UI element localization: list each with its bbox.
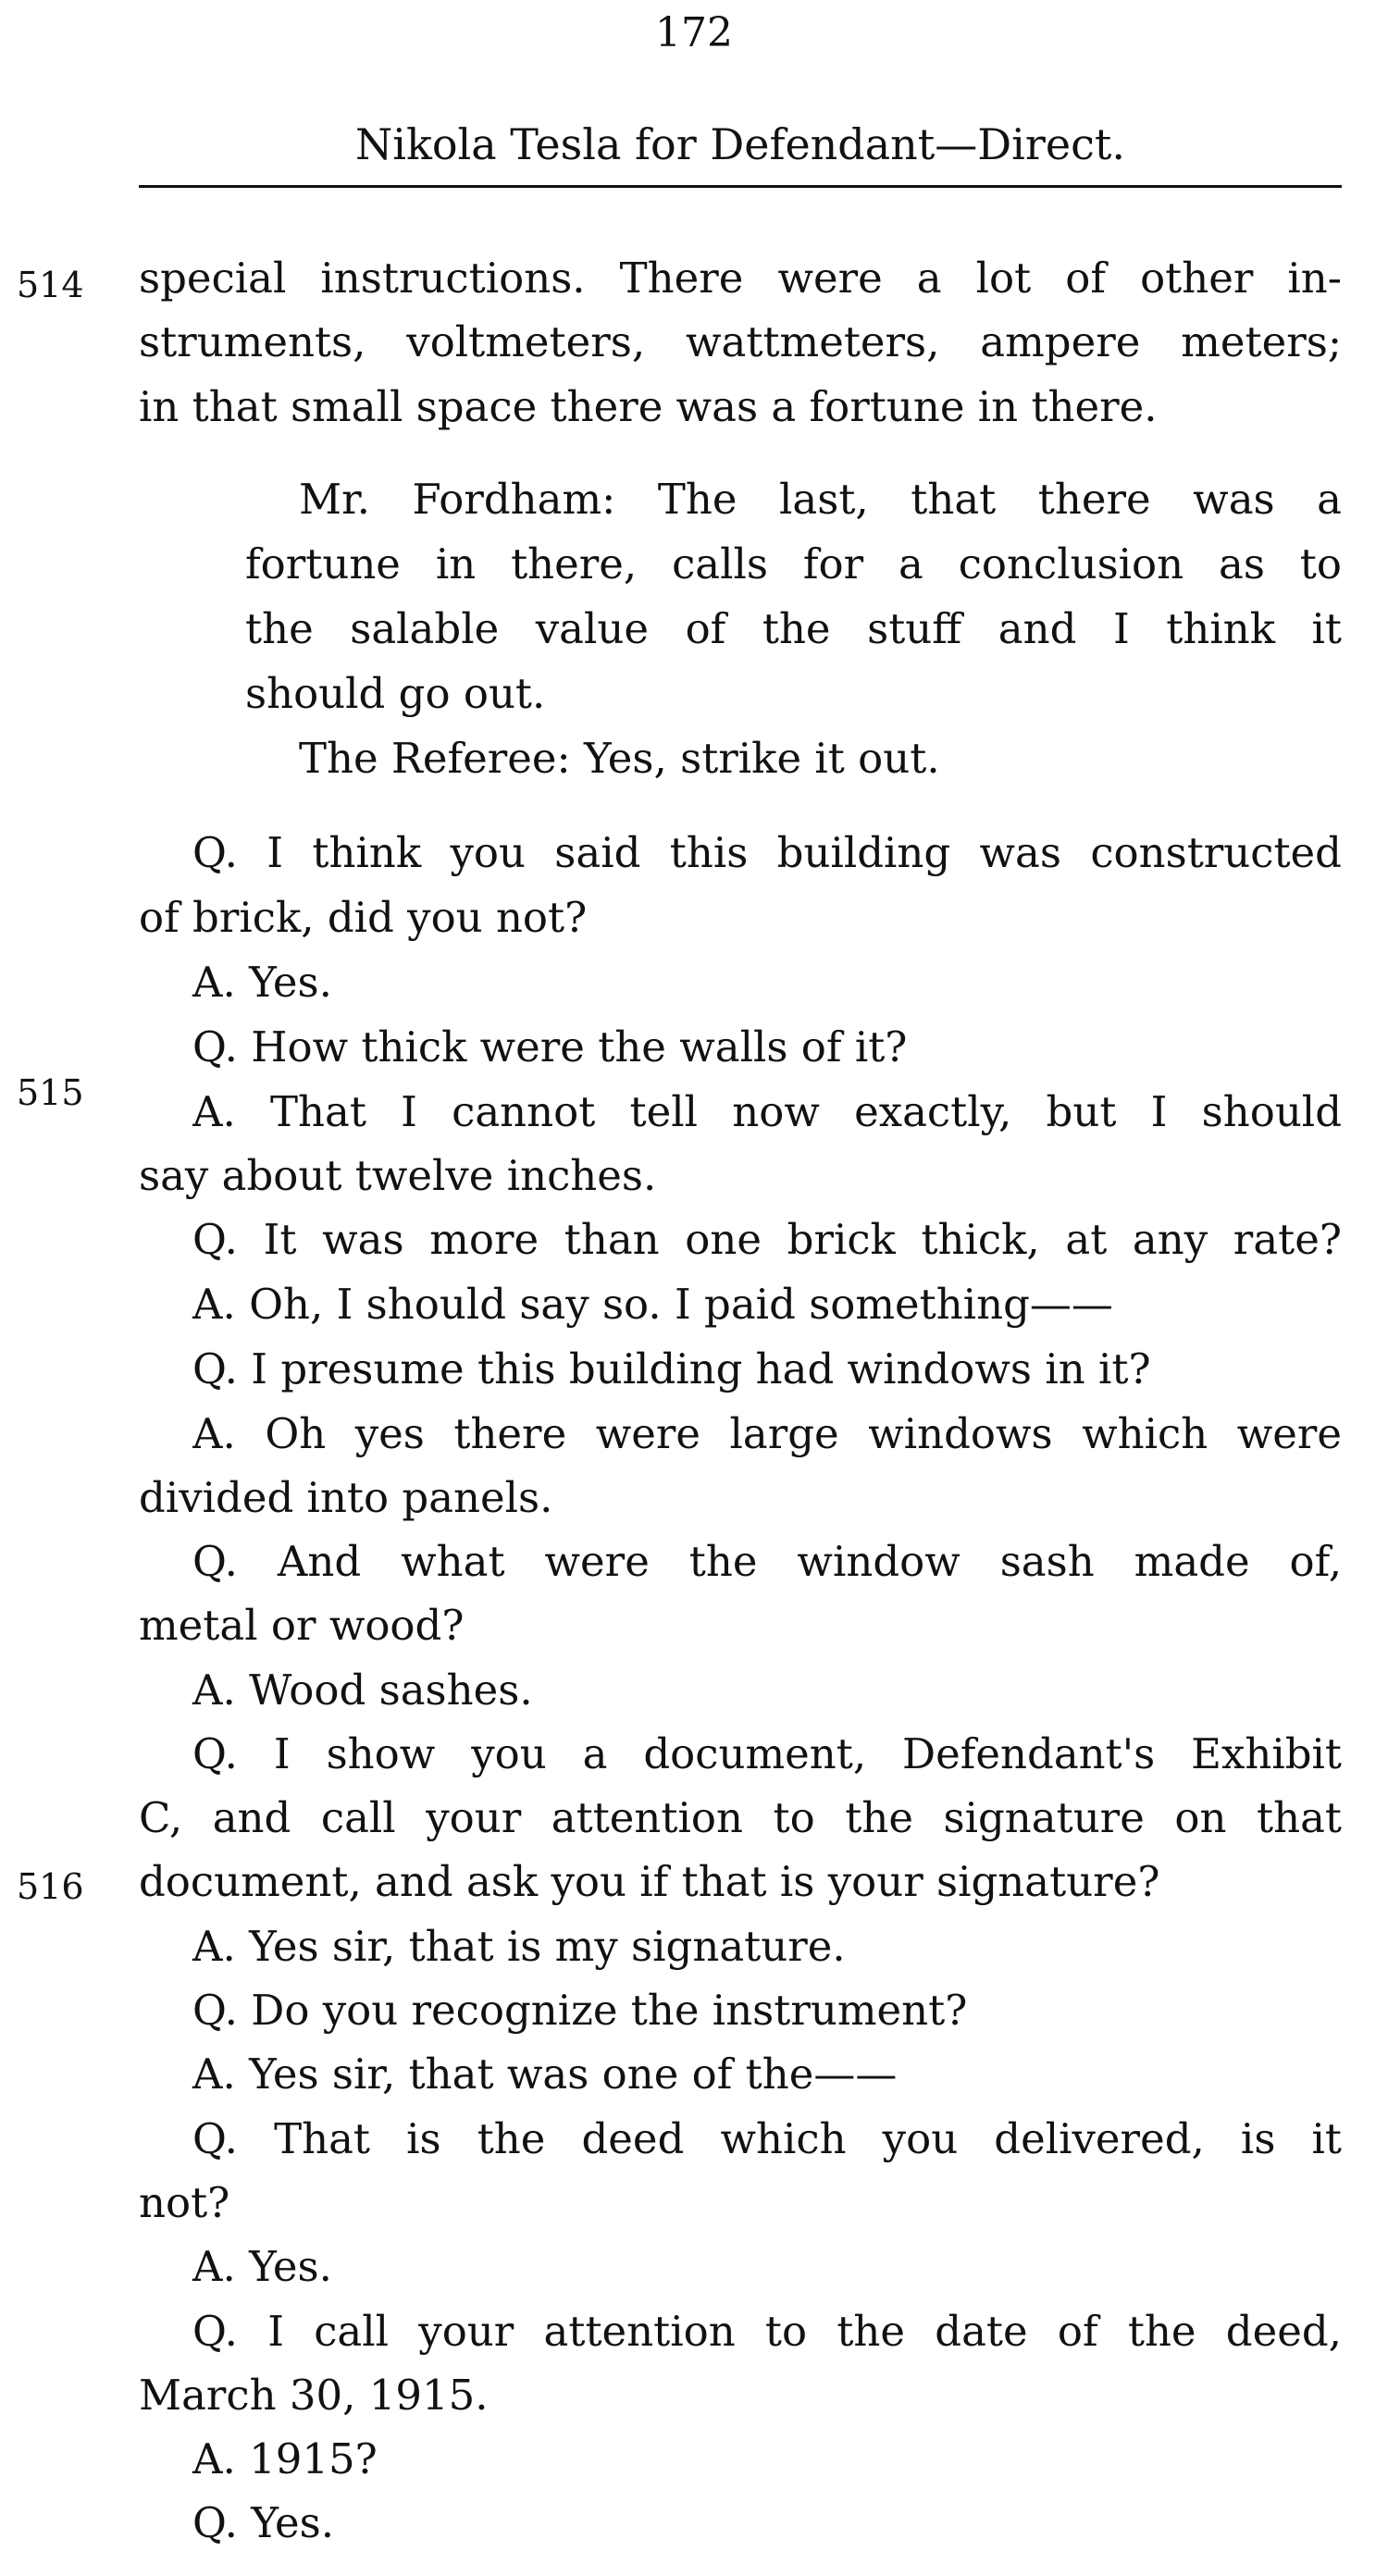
text-line: say about twelve inches. (139, 1151, 657, 1200)
page-number: 172 (655, 9, 733, 56)
text-line: A. Yes. (192, 958, 332, 1007)
margin-number-515: 515 (17, 1072, 84, 1113)
text-line: struments, voltmeters, wattmeters, ampere meters; (139, 317, 1342, 366)
text-line: A. Yes sir, that was one of the—— (192, 2050, 898, 2099)
text-line: special instructions. There were a lot of other in- (139, 254, 1342, 303)
text-line: document, and ask you if that is your signature? (139, 1857, 1160, 1906)
text-line: Q. Do you recognize the instrument? (192, 1986, 968, 2035)
text-line: A. Yes. (192, 2242, 332, 2291)
text-line: not? (139, 2178, 230, 2227)
text-line: A. Oh, I should say so. I paid something—— (192, 1280, 1113, 1329)
text-line: Q. I show you a document, Defendant's Exhibit (192, 1729, 1342, 1778)
text-line: fortune in there, calls for a conclusion as to (245, 539, 1342, 588)
text-line: Q. That is the deed which you delivered, is it (192, 2114, 1342, 2163)
header-rule (139, 185, 1342, 188)
text-line: A. Oh yes there were large windows which were (192, 1409, 1342, 1458)
text-line: March 30, 1915. (139, 2371, 489, 2420)
text-line: in that small space there was a fortune in there. (139, 382, 1158, 431)
text-line: A. Wood sashes. (192, 1666, 533, 1715)
margin-number-516: 516 (17, 1866, 84, 1907)
text-line: should go out. (245, 669, 546, 718)
text-line: A. 1915? (192, 2434, 378, 2483)
text-line: Q. How thick were the walls of it? (192, 1022, 908, 1071)
text-line: Q. I call your attention to the date of the deed, (192, 2307, 1342, 2356)
text-line: Mr. Fordham: The last, that there was a (299, 475, 1342, 524)
text-line: the salable value of the stuff and I think it (245, 604, 1342, 653)
text-line: A. Yes sir, that is my signature. (192, 1922, 846, 1971)
text-line: Q. It was more than one brick thick, at any rate? (192, 1215, 1342, 1264)
text-line: The Referee: Yes, strike it out. (299, 734, 940, 783)
text-line: Q. I think you said this building was constructed (192, 828, 1342, 877)
running-head: Nikola Tesla for Defendant—Direct. (355, 119, 1125, 169)
text-line: Q. Yes. (192, 2498, 335, 2547)
text-line: metal or wood? (139, 1601, 465, 1650)
text-line: A. That I cannot tell now exactly, but I should (192, 1087, 1342, 1136)
text-line: Q. I presume this building had windows in it? (192, 1344, 1151, 1393)
text-line: of brick, did you not? (139, 893, 588, 942)
text-line: Q. And what were the window sash made of, (192, 1537, 1342, 1586)
margin-number-514: 514 (17, 265, 84, 305)
text-line: C, and call your attention to the signature on that (139, 1793, 1342, 1842)
text-line: divided into panels. (139, 1473, 553, 1522)
